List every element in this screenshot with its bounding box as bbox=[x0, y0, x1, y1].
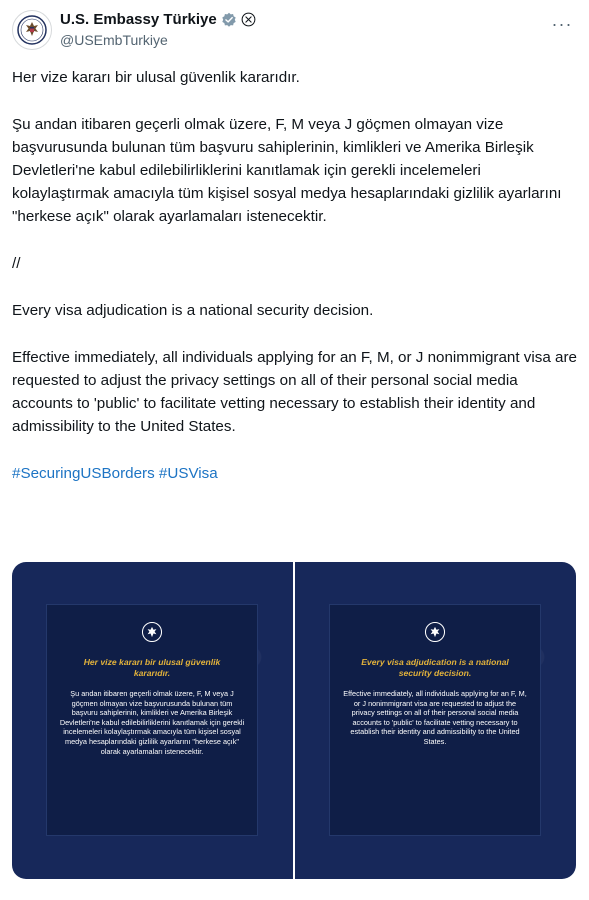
verified-badge-icon bbox=[221, 12, 237, 28]
government-badge-icon bbox=[241, 12, 256, 27]
avatar[interactable] bbox=[12, 10, 52, 50]
paragraph-turkish-lead: Her vize kararı bir ulusal güvenlik kararıdır. bbox=[12, 69, 300, 86]
paragraph-english-lead: Every visa adjudication is a national security decision. bbox=[12, 302, 374, 319]
paragraph-separator: // bbox=[12, 255, 21, 272]
media-grid bbox=[12, 562, 576, 879]
embassy-seal-icon bbox=[141, 621, 163, 643]
embassy-seal-icon bbox=[17, 15, 47, 45]
hashtag-usvisa[interactable]: #USVisa bbox=[158, 465, 218, 482]
image-card-body: Effective immediately, all individuals applying for an F, M, or J nonimmigrant visa are requested to adjust the privacy settings on all of their personal social media accounts to 'public' to facilitate vetting necessary to establish their identity and admissibility to the United States. bbox=[343, 689, 527, 746]
more-options-button[interactable]: ··· bbox=[551, 13, 573, 34]
name-row bbox=[60, 11, 256, 28]
image-card bbox=[46, 604, 258, 836]
media-image-english[interactable] bbox=[295, 562, 576, 879]
paragraph-english-body: Effective immediately, all individuals applying for an F, M, or J nonimmigrant visa are requested to adjust the privacy settings on all of their personal social media accounts to 'public' to facilitate vetting necessary to establish their identity and admissibility to the United States. bbox=[12, 349, 577, 435]
embassy-seal-icon bbox=[424, 621, 446, 643]
image-card-title: Every visa adjudication is a national security decision. bbox=[361, 657, 509, 678]
image-card bbox=[329, 604, 541, 836]
tweet-text bbox=[12, 66, 577, 485]
image-card-title: Her vize kararı bir ulusal güvenlik kararıdır. bbox=[83, 657, 221, 678]
hashtag-securingusborders[interactable]: #SecuringUSBorders bbox=[12, 465, 155, 482]
hashtags bbox=[12, 462, 577, 485]
paragraph-turkish-body: Şu andan itibaren geçerli olmak üzere, F, M veya J göçmen olmayan vize başvurusunda bulunan tüm başvuru sahiplerinin, kimlikleri ve Amerika Birleşik Devletleri'ne kabul edilebilirliklerini kanıtlamak için gerekli incelemeleri kolaylaştırmak amacıyla tüm kişisel sosyal medya hesaplarındaki gizlilik ayarlarını "herkese açık" olarak ayarlamaları istenecektir. bbox=[12, 116, 562, 225]
tweet-header bbox=[12, 10, 577, 54]
display-name[interactable]: U.S. Embassy Türkiye bbox=[60, 11, 217, 28]
image-card-body: Şu andan itibaren geçerli olmak üzere, F, M veya J göçmen olmayan vize başvurusunda bulunan tüm başvuru sahiplerinin, kimlikleri ve Amerika Birleşik Devletleri'ne kabul edilebilirliklerini kanıtlamak için gerekli incelemeleri kolaylaştırmak amacıyla tüm kişisel sosyal medya hesaplarındaki gizlilik ayarlarını "herkese açık" olarak ayarlamaları istenecektir. bbox=[59, 689, 245, 756]
handle[interactable]: @USEmbTurkiye bbox=[60, 32, 168, 48]
media-image-turkish[interactable] bbox=[12, 562, 293, 879]
